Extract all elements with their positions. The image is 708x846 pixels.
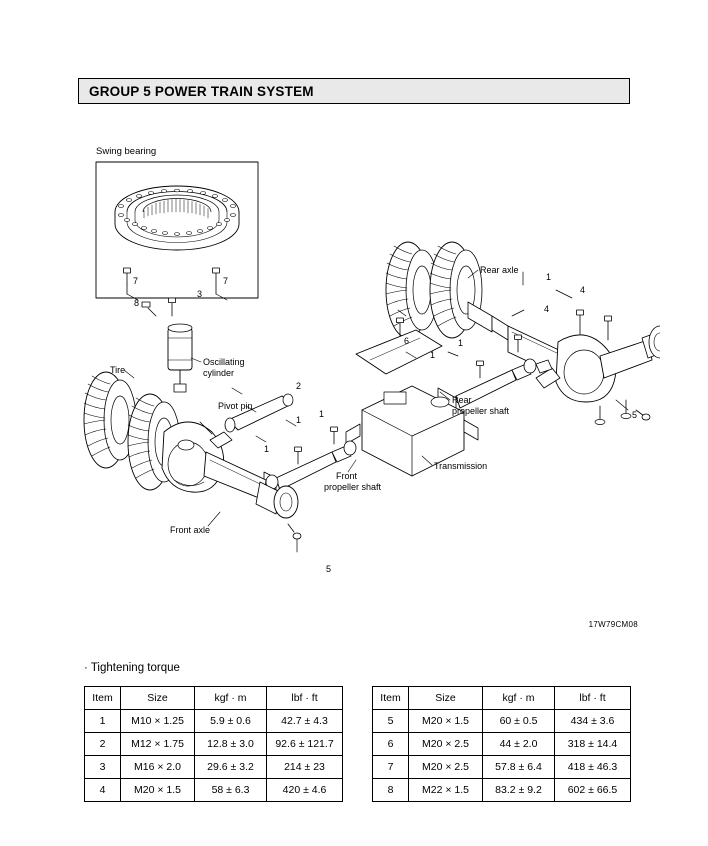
oscillating-cylinder	[142, 298, 192, 392]
table-row	[85, 756, 343, 779]
table-row	[373, 733, 631, 756]
cell-size: M20 × 1.5	[121, 779, 195, 802]
callout-number-1-f: 1	[546, 272, 552, 282]
cell-item: 3	[85, 756, 121, 779]
callout-number-1-e: 1	[458, 338, 464, 348]
callout-number-1-c: 1	[319, 409, 325, 419]
label-swing-bearing: Swing bearing	[96, 146, 157, 157]
tightening-torque-heading: · Tightening torque	[84, 662, 180, 674]
cell-kgfm: 12.8 ± 3.0	[195, 733, 267, 756]
callout-number-6: 6	[404, 336, 410, 346]
table-header-row	[85, 687, 343, 710]
cell-size: M22 × 1.5	[409, 779, 483, 802]
callout-number-5-b: 5	[326, 564, 332, 574]
cell-item: 7	[373, 756, 409, 779]
cell-kgfm: 29.6 ± 3.2	[195, 756, 267, 779]
table-row	[85, 710, 343, 733]
cell-item: 8	[373, 779, 409, 802]
column-header-size: Size	[121, 687, 195, 710]
cell-lbfft: 318 ± 14.4	[555, 733, 631, 756]
callout-number-7-a: 7	[133, 276, 139, 286]
cell-kgfm: 83.2 ± 9.2	[483, 779, 555, 802]
table-row	[373, 756, 631, 779]
pivot-pin	[225, 394, 293, 432]
callout-number-1-d: 1	[430, 350, 436, 360]
table-row	[373, 779, 631, 802]
cell-kgfm: 57.8 ± 6.4	[483, 756, 555, 779]
cell-kgfm: 58 ± 6.3	[195, 779, 267, 802]
cell-size: M10 × 1.25	[121, 710, 195, 733]
callout-number-4-a: 4	[580, 285, 586, 295]
cell-kgfm: 5.9 ± 0.6	[195, 710, 267, 733]
callout-number-4-b: 4	[544, 304, 550, 314]
power-train-exploded-figure	[60, 120, 660, 640]
cell-kgfm: 60 ± 0.5	[483, 710, 555, 733]
cell-item: 4	[85, 779, 121, 802]
callout-number-7-b: 7	[223, 276, 229, 286]
cell-lbfft: 42.7 ± 4.3	[267, 710, 343, 733]
table-row	[373, 710, 631, 733]
callout-number-8: 8	[134, 298, 140, 308]
label-oscillating-cylinder-line2: cylinder	[203, 368, 235, 378]
table-row	[85, 779, 343, 802]
tightening-torque-table-left	[84, 686, 343, 802]
label-front-axle: Front axle	[170, 525, 211, 535]
column-header-item: Item	[373, 687, 409, 710]
table-row	[85, 733, 343, 756]
group-header-bar	[78, 78, 630, 104]
callout-number-1-b: 1	[264, 444, 270, 454]
cell-size: M20 × 1.5	[409, 710, 483, 733]
cell-size: M16 × 2.0	[121, 756, 195, 779]
column-header-lbfft: lbf · ft	[267, 687, 343, 710]
callout-number-1-a: 1	[296, 415, 302, 425]
cell-lbfft: 434 ± 3.6	[555, 710, 631, 733]
column-header-kgfm: kgf · m	[195, 687, 267, 710]
callout-number-2: 2	[296, 381, 302, 391]
callout-number-5-a: 5	[632, 410, 638, 420]
cell-kgfm: 44 ± 2.0	[483, 733, 555, 756]
cell-size: M12 × 1.75	[121, 733, 195, 756]
cell-item: 6	[373, 733, 409, 756]
label-rear-propeller-line1: Rear	[452, 395, 472, 405]
cell-size: M20 × 2.5	[409, 756, 483, 779]
swing-bearing-inset	[96, 162, 258, 300]
cell-lbfft: 420 ± 4.6	[267, 779, 343, 802]
column-header-size: Size	[409, 687, 483, 710]
label-front-propeller-line1: Front	[336, 471, 358, 481]
column-header-lbfft: lbf · ft	[555, 687, 631, 710]
cell-size: M20 × 2.5	[409, 733, 483, 756]
cell-item: 2	[85, 733, 121, 756]
cell-item: 5	[373, 710, 409, 733]
label-front-propeller-line2: propeller shaft	[324, 482, 382, 492]
cell-lbfft: 92.6 ± 121.7	[267, 733, 343, 756]
cell-lbfft: 214 ± 23	[267, 756, 343, 779]
callout-number-3: 3	[197, 289, 203, 299]
label-rear-propeller-line2: propeller shaft	[452, 406, 510, 416]
tightening-torque-table-right	[372, 686, 631, 802]
cell-lbfft: 602 ± 66.5	[555, 779, 631, 802]
column-header-item: Item	[85, 687, 121, 710]
label-pivot-pin: Pivot pin	[218, 401, 253, 411]
label-tire: Tire	[110, 365, 126, 375]
label-rear-axle: Rear axle	[480, 265, 519, 275]
cell-item: 1	[85, 710, 121, 733]
table-header-row	[373, 687, 631, 710]
label-transmission: Transmission	[434, 461, 488, 471]
cell-lbfft: 418 ± 46.3	[555, 756, 631, 779]
column-header-kgfm: kgf · m	[483, 687, 555, 710]
figure-code: 17W79CM08	[588, 620, 638, 629]
page-title: GROUP 5 POWER TRAIN SYSTEM	[89, 84, 314, 99]
label-oscillating-cylinder-line1: Oscillating	[203, 357, 245, 367]
